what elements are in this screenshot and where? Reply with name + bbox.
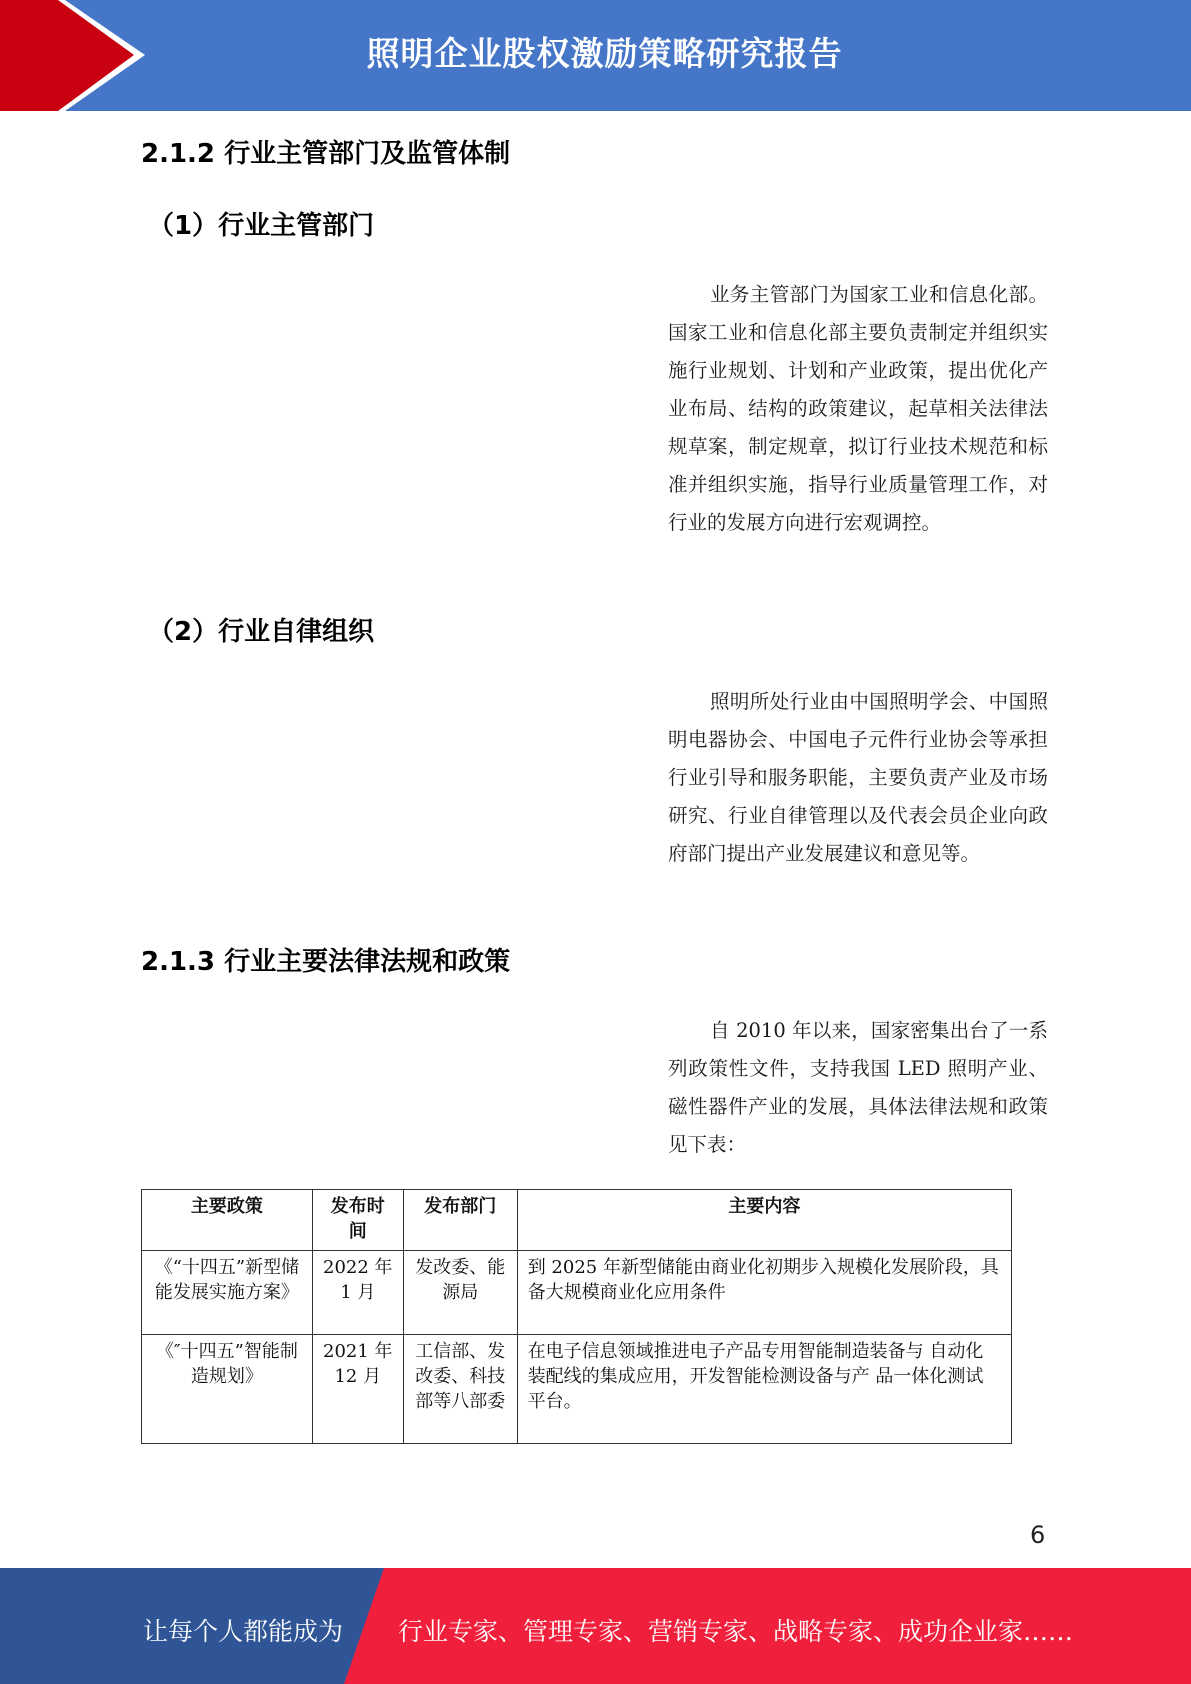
cell-policy: 《“十四五”新型储能发展实施方案》 <box>142 1251 313 1335</box>
section-heading-2-1-3: 2.1.3 行业主要法律法规和政策 <box>141 947 511 977</box>
cell-dept: 工信部、发改委、科技部等八部委 <box>403 1335 517 1444</box>
subheading-2: （2）行业自律组织 <box>148 617 375 647</box>
cell-dept: 发改委、能源局 <box>403 1251 517 1335</box>
cell-date: 2022 年 1 月 <box>312 1251 403 1335</box>
header-date: 发布时间 <box>312 1190 403 1251</box>
page-number: 6 <box>1030 1521 1046 1549</box>
section-heading-2-1-2: 2.1.2 行业主管部门及监管体制 <box>141 139 511 169</box>
cell-policy: 《″十四五”智能制造规划》 <box>142 1335 313 1444</box>
table-row <box>142 1251 1012 1335</box>
header-content: 主要内容 <box>517 1190 1011 1251</box>
paragraph-authority: 业务主管部门为国家工业和信息化部。国家工业和信息化部主要负责制定并组织实施行业规划、计划和产业政策，提出优化产业布局、结构的政策建议，起草相关法律法规草案，制定规章，拟订行业技术规范和标准并组织实施，指导行业质量管理工作，对行业的发展方向进行宏观调控。 <box>668 283 1048 534</box>
cell-content: 到 2025 年新型储能由商业化初期步入规模化发展阶段，具备大规模商业化应用条件 <box>517 1251 1011 1335</box>
paragraph-policies: 自 2010 年以来，国家密集出台了一系列政策性文件，支持我国 LED 照明产业、磁性器件产业的发展，具体法律法规和政策见下表： <box>668 1019 1048 1156</box>
footer-slogan-right: 行业专家、管理专家、营销专家、战略专家、成功企业家…… <box>398 1617 1074 1646</box>
footer-slogan-left: 让每个人都能成为 <box>143 1617 344 1646</box>
header-policy: 主要政策 <box>142 1190 313 1251</box>
table-row <box>142 1335 1012 1444</box>
table-header-row <box>142 1190 1012 1251</box>
policy-table <box>141 1189 1012 1444</box>
cell-content: 在电子信息领域推进电子产品专用智能制造装备与 自动化装配线的集成应用，开发智能检测设备与产 品一体化测试平台。 <box>517 1335 1011 1444</box>
header-dept: 发布部门 <box>403 1190 517 1251</box>
page-header <box>0 0 1191 111</box>
cell-date: 2021 年 12 月 <box>312 1335 403 1444</box>
paragraph-self-regulation: 照明所处行业由中国照明学会、中国照明电器协会、中国电子元件行业协会等承担行业引导和服务职能，主要负责产业及市场研究、行业自律管理以及代表会员企业向政府部门提出产业发展建议和意见等。 <box>668 690 1048 865</box>
subheading-1: （1）行业主管部门 <box>148 211 375 241</box>
report-title: 照明企业股权激励策略研究报告 <box>366 34 843 73</box>
